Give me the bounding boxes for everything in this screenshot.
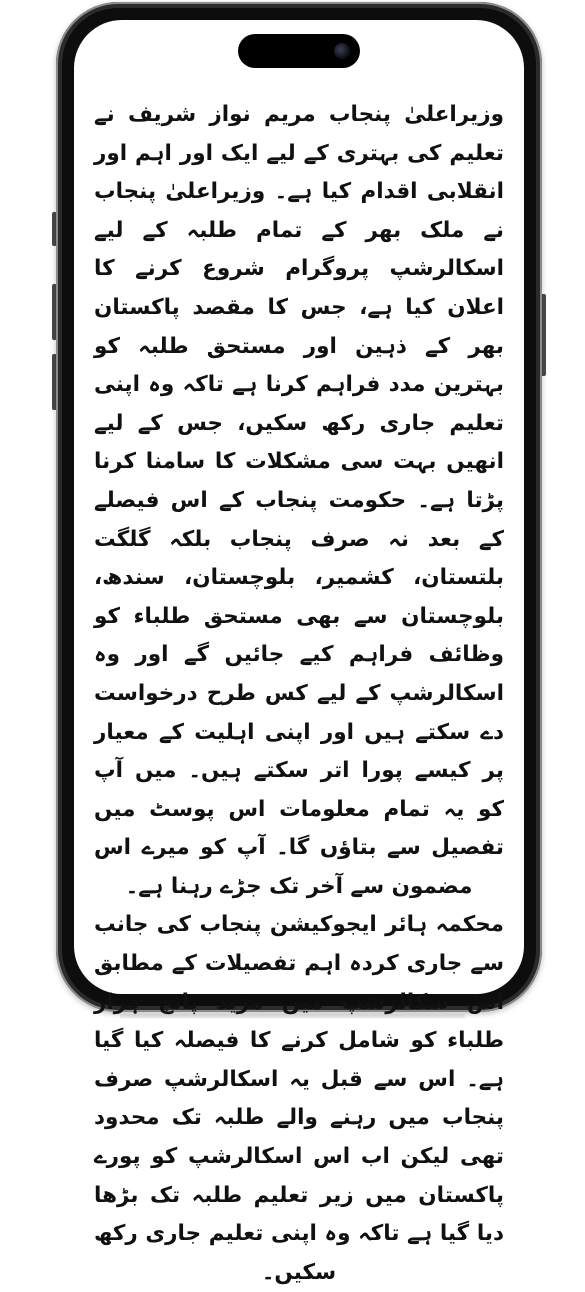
camera-icon — [334, 43, 350, 59]
phone-frame — [56, 2, 542, 1285]
device-shadow — [120, 1014, 465, 1018]
article-paragraph-2: محکمہ ہائر ایجوکیشن پنجاب کی جانب سے جاری کردہ اہم تفصیلات کے مطابق اس سکالرشپ میں مزید پانچ ہزار طلباء کو شامل کرنے کا فیصلہ کیا گیا ہے۔ اس سے قبل یہ اسکالرشپ صرف پنجاب میں رہنے والے طلبہ تک محدود تھی لیکن اب اس اسکالرشپ کو پورے پاکستان میں زیر تعلیم طلبہ تک بڑھا دیا گیا ہے تاکہ وہ اپنی تعلیم جاری رکھ سکیں۔ — [94, 912, 504, 1285]
dynamic-island — [238, 34, 360, 68]
phone-bezel — [62, 8, 536, 1285]
article-paragraph-1: وزیراعلیٰ پنجاب مریم نواز شریف نے تعلیم کی بہتری کے لیے ایک اور اہم اور انقلابی اقدام کیا ہے۔ وزیراعلیٰ پنجاب نے ملک بھر کے تمام طلبہ کے لیے اسکالرشپ پروگرام شروع کرنے کا اعلان کیا ہے، جس کا مقصد پاکستان بھر کے ذہین اور مستحق طلبہ کو بہترین مدد فراہم کرنا ہے تاکہ وہ اپنی تعلیم جاری رکھ سکیں، جس کے لیے انھیں بہت سی مشکلات کا سامنا کرنا پڑتا ہے۔ حکومت پنجاب کے اس فیصلے کے بعد نہ صرف پنجاب بلکہ گلگت بلتستان، کشمیر، بلوچستان، سندھ، بلوچستان سے بھی مستحق طلباء کو وظائف فراہم کیے جائیں گے اور وہ اسکالرشپ کے لیے کس طرح درخواست دے سکتے ہیں اور اپنی اہلیت کے معیار پر کیسے پورا اتر سکتے ہیں۔ میں آپ کو یہ تمام معلومات اس پوسٹ میں تفصیل سے بتاؤں گا۔ آپ کو میرے اس مضمون سے آخر تک جڑے رہنا ہے۔ — [94, 102, 504, 899]
phone-screen — [74, 20, 524, 1285]
article-body — [94, 96, 504, 1292]
